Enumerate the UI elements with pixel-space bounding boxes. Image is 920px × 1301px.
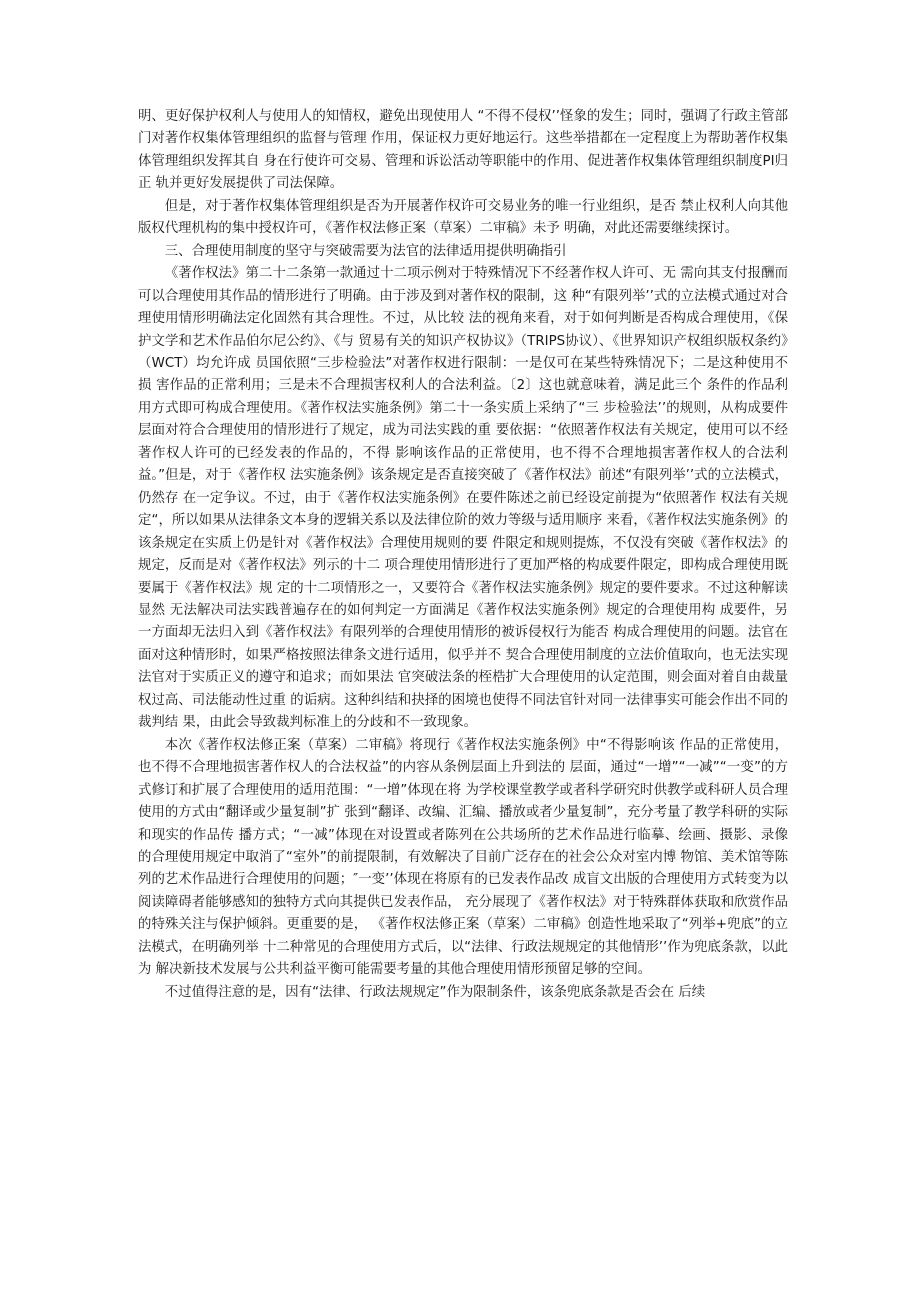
paragraph-5: 不过值得注意的是，因有“法律、行政法规规定”作为限制条件，该条兜底条款是否会在 后续: [164, 984, 706, 1000]
section-heading: 三、合理使用制度的坚守与突破需要为法官的法律适用提供明确指引: [164, 243, 567, 259]
paragraph-1: 明、更好保护权利人与使用人的知情权，避免出现使用人 “不得不侵权’’怪象的发生；同时，强调了行政主管部门对著作权集体管理组织的监督与管理 作用，保证权力更好地运行。这些举措都在一定程度上为帮助著作权集体管理组织发挥其自 身在行使许可交易、管理和诉讼活动等职能中的作用、促进著作权集体管理组织制度PI归正 轨并更好发展提供了司法保障。: [138, 109, 788, 192]
paragraph-4: 本次《著作权法修正案（草案）二审稿》将现行《著作权法实施条例》中“不得影响该 作品的正常使用，也不得不合理地损害著作权人的合法权益”的内容从条例层面上升到法的 层面，通过“一增”“一减”“一变”的方式修订和扩展了合理使用的适用范围：“一增”体现在将 为学校课堂教学或者科学研究时供教学或科研人员合理使用的方式由“翻译或少量复制”扩 张到“翻译、改编、汇编、播放或者少量复制”，充分考量了教学科研的实际和现实的作品传 播方式；“一减”体现在对设置或者陈列在公共场所的艺术作品进行临摹、绘画、摄影、录像 的合理使用规定中取消了“室外”的前提限制，有效解决了目前广泛存在的社会公众对室内博 物馆、美术馆等陈列的艺术作品进行合理使用的问题；″一变’’体现在将原有的已发表作品改 成盲文出版的合理使用方式转变为以阅读障碍者能够感知的独特方式向其提供已发表作品， 充分展现了《著作权法》对于特殊群体获取和欣赏作品的特殊关注与保护倾斜。更重要的是， 《著作权法修正案（草案）二审稿》创造性地采取了“列举+兜底”的立法模式，在明确列举 十二种常见的合理使用方式后，以“法律、行政法规规定的其他情形’’作为兜底条款，以此为 解决新技术发展与公共利益平衡可能需要考量的其他合理使用情形预留足够的空间。: [138, 737, 789, 978]
paragraph-3: 《著作权法》第二十二条第一款通过十二项示例对于特殊情况下不经著作权人许可、无 需向其支付报酬而可以合理使用其作品的情形进行了明确。由于涉及到对著作权的限制，这 种“有限列举’’式的立法模式通过对合理使用情形明确法定化固然有其合理性。不过，从比较 法的视角来看，对于如何判断是否构成合理使用，《保护文学和艺术作品伯尔尼公约》、《与 贸易有关的知识产权协议》（TRIPS协议）、《世界知识产权组织版权条约》（WCT）均允许成 员国依照“三步检验法”对著作权进行限制：一是仅可在某些特殊情况下；二是这种使用不损 害作品的正常利用；三是未不合理损害权利人的合法利益。〔2〕这也就意味着，满足此三个 条件的作品利用方式即可构成合理使用。《著作权法实施条例》第二十一条实质上采纳了“三 步检验法’’的规则，从构成要件层面对符合合理使用的情形进行了规定，成为司法实践的重 要依据：“依照著作权法有关规定，使用可以不经著作权人许可的已经发表的作品的，不得 影响该作品的正常使用，也不得不合理地损害著作权人的合法利益。”但是，对于《著作权 法实施条例》该条规定是否直接突破了《著作权法》前述“有限列举’’式的立法模式，仍然存 在一定争议。不过，由于《著作权法实施条例》在要件陈述之前已经设定前提为“依照著作 权法有关规定“，所以如果从法律条文本身的逻辑关系以及法律位阶的效力等级与适用顺序 来看，《著作权法实施条例》的该条规定在实质上仍是针对《著作权法》合理使用规则的要 件限定和规则提炼，不仅没有突破《著作权法》的规定，反而是对《著作权法》列示的十二 项合理使用情形进行了更加严格的构成要件限定，即构成合理使用既要属于《著作权法》规 定的十二项情形之一，又要符合《著作权法实施条例》规定的要件要求。不过这种解读显然 无法解决司法实践普遍存在的如何判定一方面满足《著作权法实施条例》规定的合理使用构 成要件，另一方面却无法归入到《著作权法》有限列举的合理使用情形的被诉侵权行为能否 构成合理使用的问题。法官在面对这种情形时，如果严格按照法律条文进行适用，似乎并不 契合合理使用制度的立法价值取向，也无法实现法官对于实质正义的遵守和追求；而如果法 官突破法条的桎梏扩大合理使用的认定范围，则会面对着自由裁量权过高、司法能动性过重 的诟病。这种纠结和抉择的困境也使得不同法官针对同一法律事实可能会作出不同的裁判结 果，由此会导致裁判标准上的分歧和不一致现象。: [138, 266, 789, 731]
paragraph-2: 但是，对于著作权集体管理组织是否为开展著作权许可交易业务的唯一行业组织，是否 禁止权利人向其他版权代理机构的集中授权许可，《著作权法修正案（草案）二审稿》未予 明确，对此还需要继续探讨。: [138, 198, 788, 237]
body-text: [138, 106, 788, 1004]
